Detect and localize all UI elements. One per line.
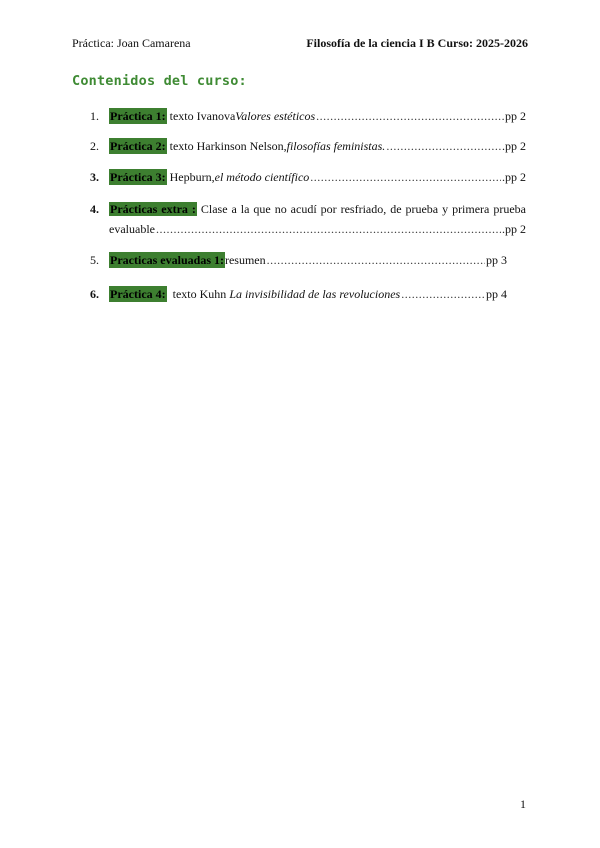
toc-text: texto Kuhn xyxy=(166,287,230,301)
leader-dots xyxy=(401,286,485,302)
toc-item-1 xyxy=(90,108,526,124)
toc-label: Practicas evaluadas 1: xyxy=(110,253,224,267)
toc-page: pp 4 xyxy=(486,287,507,301)
toc-text-continued: evaluable xyxy=(109,222,155,236)
toc-text: texto Ivanova xyxy=(169,109,236,123)
toc-label: Práctica 4: xyxy=(110,287,166,301)
toc-text: Clase a la que no acudí por resfriado, de prueba y primera prueba xyxy=(196,202,526,216)
toc-label: Prácticas extra : xyxy=(110,202,196,216)
toc-item-5 xyxy=(90,252,526,268)
toc-label: Práctica 3: xyxy=(110,170,166,184)
header-course: Filosofía de la ciencia I B Curso: 2025-2026 xyxy=(306,36,528,50)
toc-text: resumen xyxy=(224,253,266,267)
toc-item-3 xyxy=(90,169,526,185)
toc-text: Hepburn, xyxy=(169,170,215,184)
toc-page: pp 3 xyxy=(486,253,507,267)
contents-title: Contenidos del curso: xyxy=(72,73,247,89)
toc-italic-title: Valores estéticos xyxy=(235,109,316,123)
toc-number: 3. xyxy=(90,170,99,184)
toc-number: 6. xyxy=(90,287,99,301)
leader-dots xyxy=(267,252,485,268)
toc-item-4 xyxy=(90,201,526,237)
toc-label: Práctica 1: xyxy=(110,109,166,123)
toc-item-6 xyxy=(90,286,526,302)
leader-dots xyxy=(310,169,501,185)
toc-text: texto Harkinson Nelson, xyxy=(169,139,287,153)
toc-item-2 xyxy=(90,138,526,154)
toc-number: 1. xyxy=(90,109,99,123)
toc-italic-title: filosofías feministas. xyxy=(286,139,386,153)
toc-number: 4. xyxy=(90,202,99,216)
toc-page: .pp 2 xyxy=(502,222,526,236)
toc-page: .pp 2 xyxy=(502,139,526,153)
page-number: 1 xyxy=(520,797,526,811)
toc-label: Práctica 2: xyxy=(110,139,166,153)
toc-italic-title: el método científico xyxy=(214,170,310,184)
toc-page: .pp 2 xyxy=(502,170,526,184)
leader-dots xyxy=(156,221,501,237)
toc-number: 5. xyxy=(90,253,99,267)
toc-italic-title: La invisibilidad de las revoluciones xyxy=(229,287,401,301)
header-author: Práctica: Joan Camarena xyxy=(72,36,191,50)
toc-number: 2. xyxy=(90,139,99,153)
toc-page: pp 2 xyxy=(505,109,526,123)
leader-dots xyxy=(316,108,504,124)
leader-dots xyxy=(386,138,501,154)
